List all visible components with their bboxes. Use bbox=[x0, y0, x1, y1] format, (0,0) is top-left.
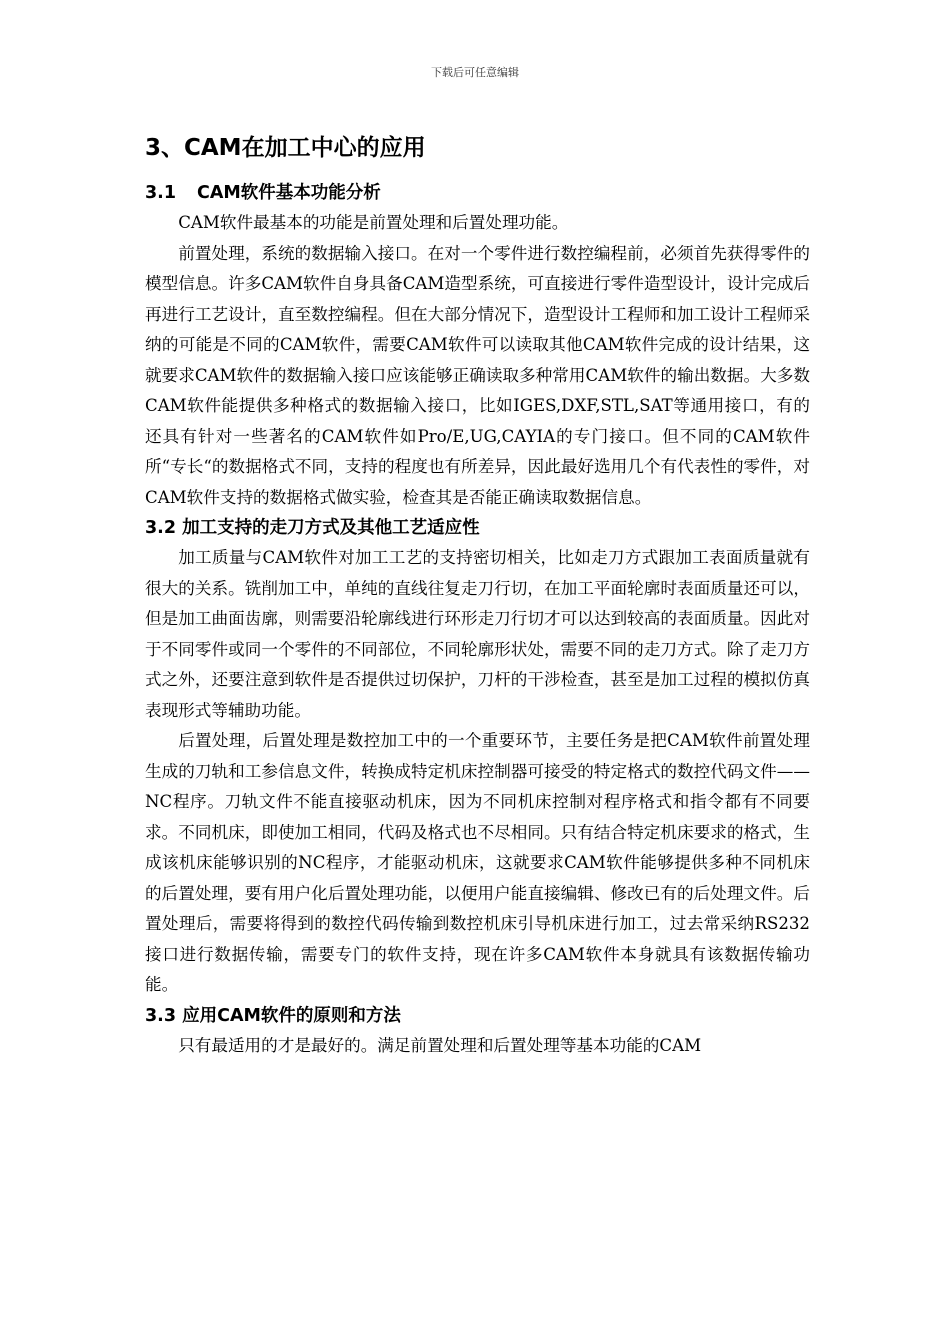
section-number: 3.2 bbox=[145, 518, 177, 538]
section-3-2 bbox=[145, 513, 810, 1001]
section-title-text: CAM软件基本功能分析 bbox=[197, 183, 381, 203]
section-title-text: 应用CAM软件的原则和方法 bbox=[182, 1005, 401, 1026]
chapter-title: 3、CAM在加工中心的应用 bbox=[145, 135, 426, 161]
section-3-3 bbox=[145, 1001, 810, 1062]
section-number: 3.3 bbox=[145, 1005, 177, 1026]
section-title-text: 加工支持的走刀方式及其他工艺适应性 bbox=[182, 518, 480, 538]
section-3-1 bbox=[145, 178, 810, 513]
section-heading bbox=[145, 178, 810, 208]
paragraph: 前置处理，系统的数据输入接口。在对一个零件进行数控编程前，必须首先获得零件的模型信息。许多CAM软件自身具备CAM造型系统，可直接进行零件造型设计，设计完成后再进行工艺设计，直至数控编程。但在大部分情况下，造型设计工程师和加工设计工程师采纳的可能是不同的CAM软件，需要CAM软件可以读取其他CAM软件完成的设计结果，这就要求CAM软件的数据输入接口应该能够正确读取多种常用CAM软件的输出数据。大多数CAM软件能提供多种格式的数据输入接口，比如IGES,DXF,STL,SAT等通用接口，有的还具有针对一些著名的CAM软件如Pro/E,UG,CAYIA的专门接口。但不同的CAM软件所“专长“的数据格式不同，支持的程度也有所差异，因此最好选用几个有代表性的零件，对CAM软件支持的数据格式做实验，检查其是否能正确读取数据信息。 bbox=[145, 243, 810, 507]
paragraph: 加工质量与CAM软件对加工工艺的支持密切相关，比如走刀方式跟加工表面质量就有很大的关系。铣削加工中，单纯的直线往复走刀行切，在加工平面轮廓时表面质量还可以，但是加工曲面齿廓，则需要沿轮廓线进行环形走刀行切才可以达到较高的表面质量。因此对于不同零件或同一个零件的不同部位，不同轮廓形状处，需要不同的走刀方式。除了走刀方式之外，还要注意到软件是否提供过切保护，刀杆的干涉检查，甚至是加工过程的模拟仿真表现形式等辅助功能。 bbox=[145, 548, 810, 720]
section-heading bbox=[145, 1001, 810, 1031]
section-heading bbox=[145, 513, 810, 543]
paragraph: 后置处理，后置处理是数控加工中的一个重要环节，主要任务是把CAM软件前置处理生成的刀轨和工参信息文件，转换成特定机床控制器可接受的特定格式的数控代码文件——NC程序。刀轨文件不能直接驱动机床，因为不同机床控制对程序格式和指令都有不同要求。不同机床，即使加工相同，代码及格式也不尽相同。只有结合特定机床要求的格式，生成该机床能够识别的NC程序，才能驱动机床，这就要求CAM软件能够提供多种不同机床的后置处理，要有用户化后置处理功能，以便用户能直接编辑、修改已有的后处理文件。后置处理后，需要将得到的数控代码传输到数控机床引导机床进行加工，过去常采纳RS232接口进行数据传输，需要专门的软件支持，现在许多CAM软件本身就具有该数据传输功能。 bbox=[145, 731, 810, 994]
paragraph: 只有最适用的才是最好的。满足前置处理和后置处理等基本功能的CAM bbox=[178, 1035, 702, 1055]
paragraph: CAM软件最基本的功能是前置处理和后置处理功能。 bbox=[178, 213, 569, 232]
section-number: 3.1 bbox=[145, 183, 177, 203]
page-header: 下载后可任意编辑 bbox=[431, 66, 519, 79]
document-body bbox=[145, 128, 810, 1061]
